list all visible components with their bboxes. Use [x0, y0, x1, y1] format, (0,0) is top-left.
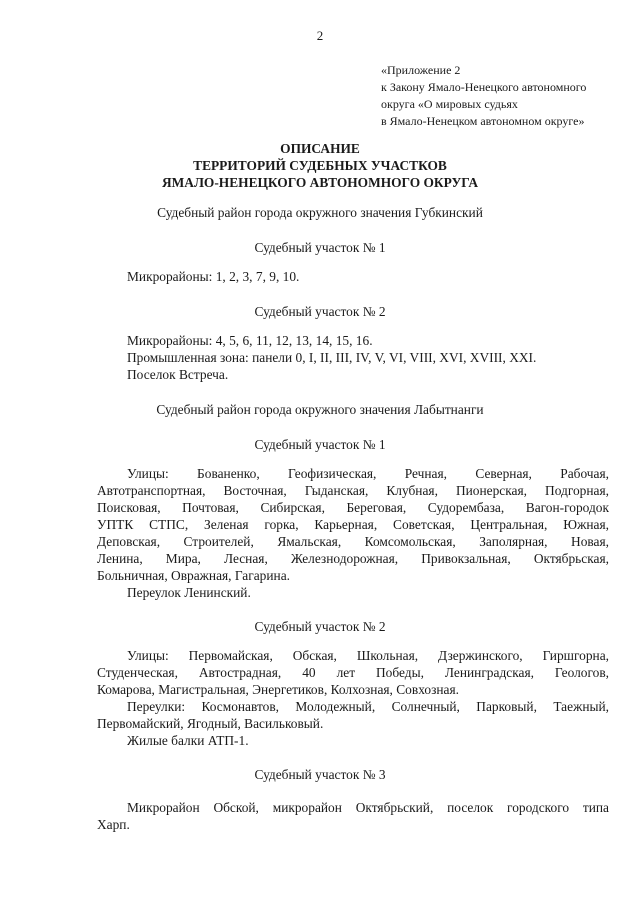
- section-line: [97, 551, 609, 567]
- title-line: ОПИСАНИЕ: [280, 141, 360, 156]
- district-heading-labytnangi: Судебный район города окружного значения Лабытнанги: [156, 402, 484, 417]
- title-line: ТЕРРИТОРИЙ СУДЕБНЫХ УЧАСТКОВ: [193, 158, 447, 173]
- section-line: [97, 534, 609, 550]
- section-line-text: Студенческая, Автострадная, 40 лет Победы, Ленинградская, Геологов,: [97, 665, 609, 680]
- section-line-text: Улицы: Бованенко, Геофизическая, Речная, Северная, Рабочая,: [127, 466, 609, 481]
- section-heading: Судебный участок № 2: [254, 619, 386, 634]
- section-line: [97, 665, 609, 681]
- appendix-line: «Приложение 2: [381, 63, 461, 77]
- section-line: Поселок Встреча.: [127, 367, 229, 382]
- section-line: [127, 800, 609, 816]
- section-line: [97, 517, 609, 533]
- section-line-text: Поисковая, Почтовая, Сибирская, Береговая, Судорембаза, Вагон-городок: [97, 500, 609, 515]
- section-line: Промышленная зона: панели 0, I, II, III, IV, V, VI, VIII, XVI, XVIII, XXI.: [127, 350, 537, 365]
- appendix-note: [381, 62, 631, 130]
- section-line-text: Ленина, Мира, Лесная, Железнодорожная, Привокзальная, Октябрьская,: [97, 551, 609, 566]
- section-heading: Судебный участок № 3: [254, 767, 386, 782]
- section-heading: Судебный участок № 1: [254, 240, 386, 255]
- section-line: Комарова, Магистральная, Энергетиков, Колхозная, Совхозная.: [97, 682, 459, 697]
- page-number: 2: [316, 28, 324, 43]
- section-line: Микрорайоны: 4, 5, 6, 11, 12, 13, 14, 15, 16.: [127, 333, 373, 348]
- section-line: [127, 699, 609, 715]
- section-heading: Судебный участок № 2: [254, 304, 386, 319]
- section-line: [127, 648, 609, 664]
- section-line: Больничная, Овражная, Гагарина.: [97, 568, 290, 583]
- section-line-text: Деповская, Строителей, Ямальская, Комсомольская, Заполярная, Новая,: [97, 534, 609, 549]
- section-line-text: Улицы: Первомайская, Обская, Школьная, Дзержинского, Гиршгорна,: [127, 648, 609, 663]
- section-heading: Судебный участок № 1: [254, 437, 386, 452]
- section-line: Микрорайоны: 1, 2, 3, 7, 9, 10.: [127, 269, 300, 284]
- section-line: [97, 500, 609, 516]
- section-line: [97, 483, 609, 499]
- appendix-line: в Ямало-Ненецком автономном округе»: [381, 114, 585, 128]
- section-line: Жилые балки АТП-1.: [127, 733, 249, 748]
- title-line: ЯМАЛО-НЕНЕЦКОГО АВТОНОМНОГО ОКРУГА: [161, 175, 479, 190]
- section-line: Первомайский, Ягодный, Васильковый.: [97, 716, 324, 731]
- section-line-text: Микрорайон Обской, микрорайон Октябрьский, поселок городского типа: [127, 800, 609, 815]
- section-line: Переулок Ленинский.: [127, 585, 251, 600]
- section-line-text: УПТК СТПС, Зеленая горка, Карьерная, Советская, Центральная, Южная,: [97, 517, 609, 532]
- document-title: [0, 140, 640, 191]
- section-line: Харп.: [97, 817, 130, 832]
- section-line-text: Переулки: Космонавтов, Молодежный, Солнечный, Парковый, Таежный,: [127, 699, 609, 714]
- section-line: [127, 466, 609, 482]
- district-heading-gubkinsky: Судебный район города окружного значения Губкинский: [157, 205, 483, 220]
- section-line-text: Автотранспортная, Восточная, Гыданская, Клубная, Пионерская, Подгорная,: [97, 483, 609, 498]
- appendix-line: округа «О мировых судьях: [381, 97, 518, 111]
- appendix-line: к Закону Ямало-Ненецкого автономного: [381, 80, 587, 94]
